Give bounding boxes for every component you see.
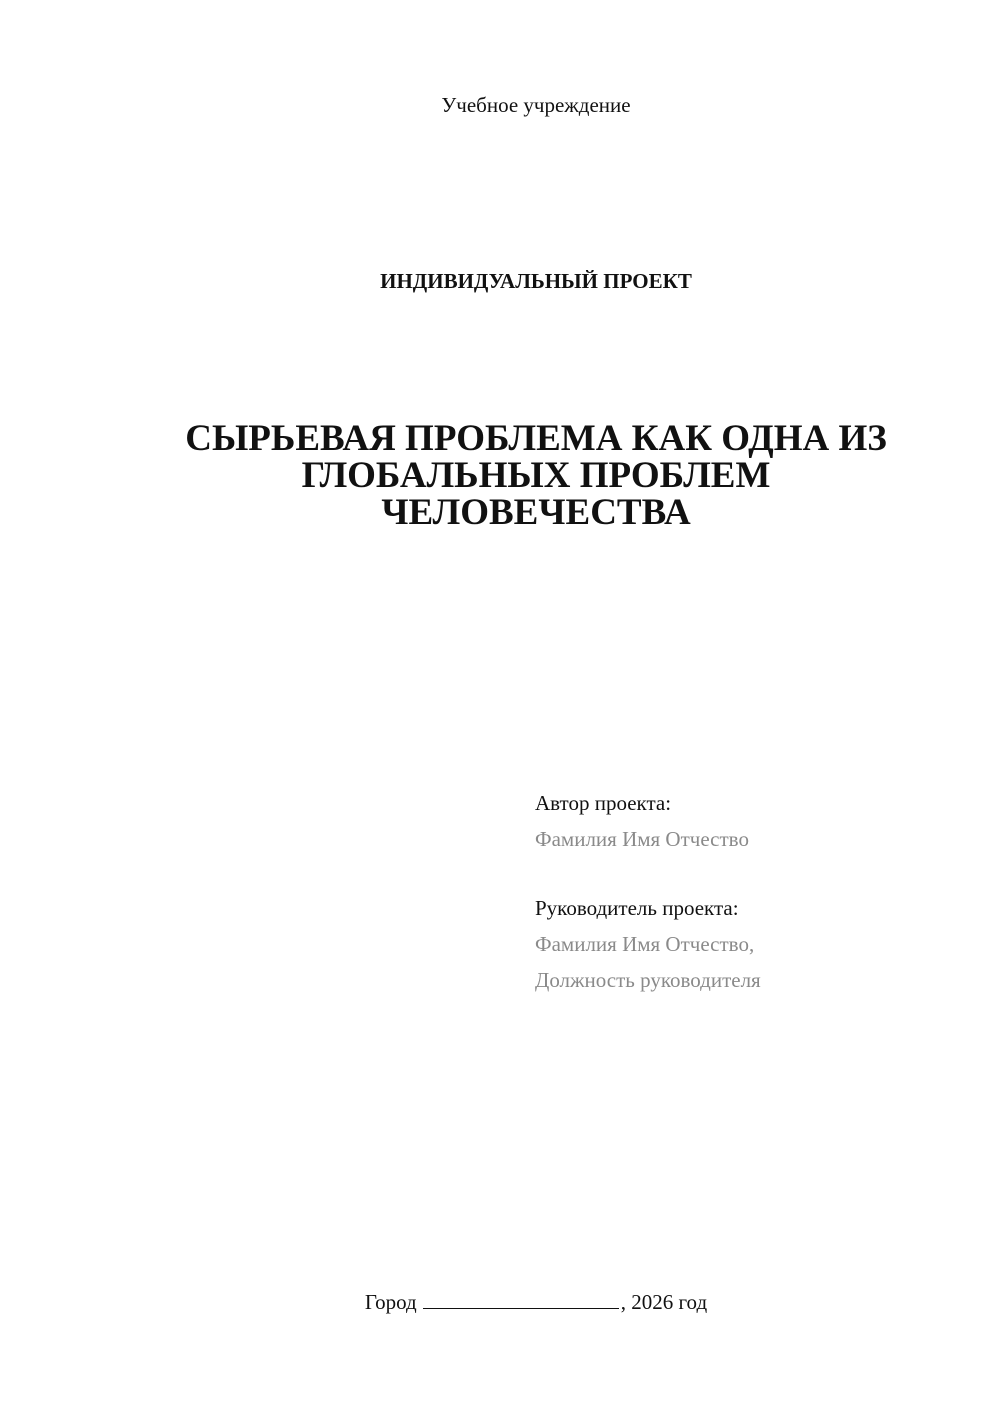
supervisor-label: Руководитель проекта: xyxy=(535,896,739,920)
project-title-line: ГЛОБАЛЬНЫХ ПРОБЛЕМ xyxy=(301,455,771,496)
project-type-heading: ИНДИВИДУАЛЬНЫЙ ПРОЕКТ xyxy=(380,269,692,293)
supervisor-block xyxy=(535,890,975,998)
city-blank-line xyxy=(423,1290,619,1309)
year-text: , 2026 год xyxy=(620,1290,708,1314)
city-year-line xyxy=(0,1290,1000,1315)
author-label: Автор проекта: xyxy=(535,791,672,815)
supervisor-position: Должность руководителя xyxy=(535,968,761,992)
project-title-line: СЫРЬЕВАЯ ПРОБЛЕМА КАК ОДНА ИЗ xyxy=(185,418,887,459)
institution-name: Учебное учреждение xyxy=(441,93,631,117)
city-label: Город xyxy=(364,1290,417,1314)
author-name: Фамилия Имя Отчество xyxy=(535,827,749,851)
author-block xyxy=(535,785,975,857)
project-title xyxy=(100,420,972,531)
supervisor-name: Фамилия Имя Отчество, xyxy=(535,932,755,956)
project-title-line: ЧЕЛОВЕЧЕСТВА xyxy=(381,492,691,533)
